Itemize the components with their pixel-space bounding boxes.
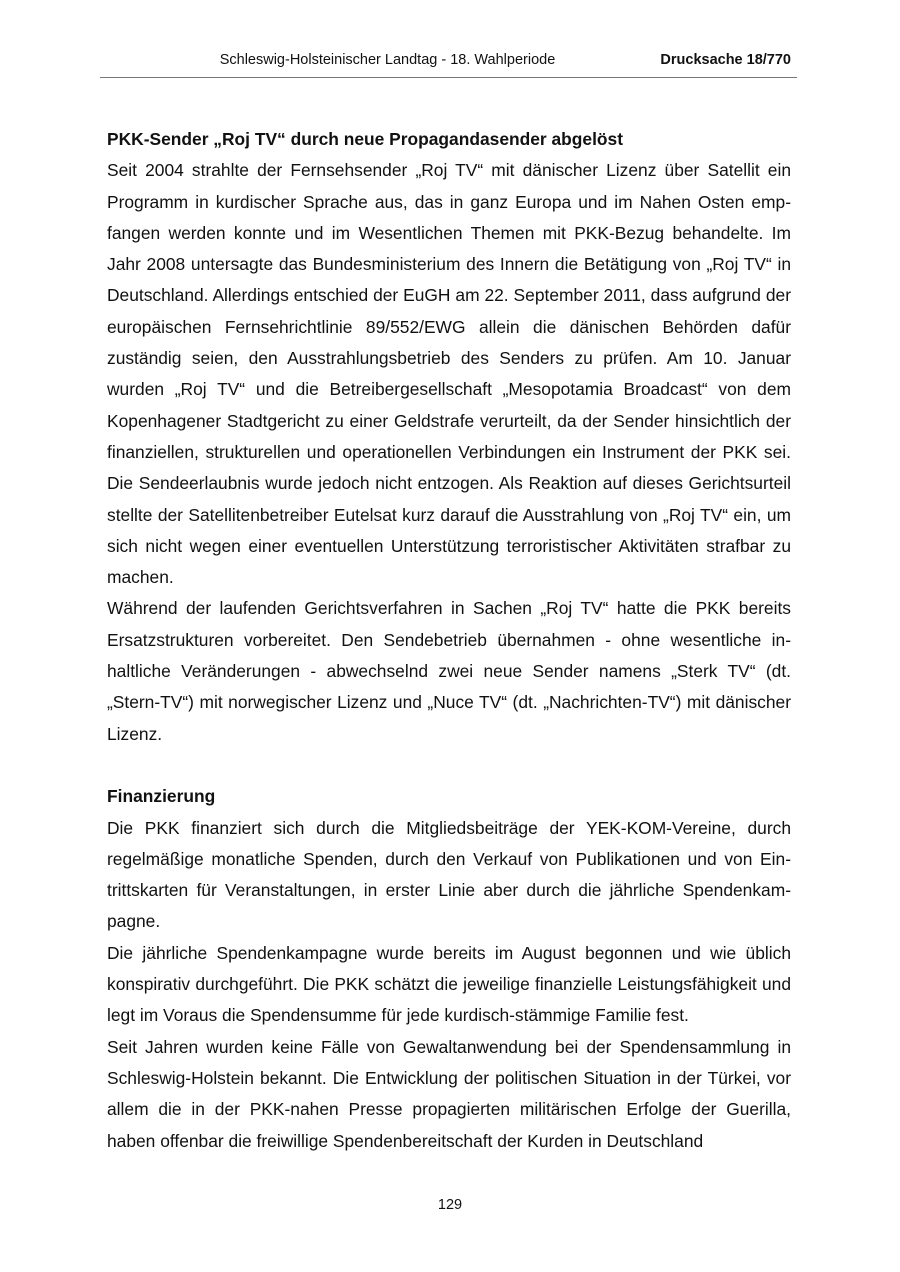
paragraph: Die jährliche Spendenkampagne wurde bereits im August begonnen und wie üblich konspirativ durchgeführt. Die PKK schätzt die jeweilige finanzielle Leistungsfähigkeit und legt im Voraus die Spendensumme für jede kurdisch-stämmige Familie fest. bbox=[107, 942, 791, 1026]
paragraph: Seit 2004 strahlte der Fernsehsender „Roj TV“ mit dänischer Lizenz über Satellit ein Programm in kurdischer Sprache aus, das in ganz Europa und im Nahen Osten empfangen werden konnte und im Wesentlichen Themen mit PKK-Bezug behandelte. Im Jahr 2008 untersagte das Bundesministerium des Innern die Betätigung von „Roj TV“ in Deutschland. Allerdings entschied der EuGH am 22. September 2011, dass aufgrund der europäischen Fernsehrichtlinie 89/552/EWG allein die dänischen Behörden dafür zuständig seien, den Ausstrahlungsbetrieb des Senders zu prüfen. Am 10. Januar wurden „Roj TV“ und die Betreibergesellschaft „Mesopotamia Broadcast“ von dem Kopenhagener Stadtgericht zu einer Geldstrafe verurteilt, da der Sender hinsichtlich der finanziellen, strukturellen und operationellen Verbindungen ein Instrument der PKK sei. Die Sendeerlaubnis wurde jedoch nicht entzogen. Als Reaktion auf dieses Gerichtsurteil stellte der Satellitenbetreiber Eutelsat kurz darauf die Ausstrahlung von „Roj TV“ ein, um sich nicht wegen einer eventuellen Unterstützung terroristischer Aktivitäten strafbar zu machen. bbox=[107, 160, 791, 588]
header-title: Schleswig-Holsteinischer Landtag - 18. Wahlperiode bbox=[219, 52, 556, 68]
section-spacer bbox=[107, 750, 791, 781]
section-roj-tv bbox=[107, 124, 791, 750]
section-heading: PKK-Sender „Roj TV“ durch neue Propagandasender abgelöst bbox=[107, 129, 624, 149]
page-content bbox=[107, 124, 791, 1157]
page-number: 129 bbox=[437, 1197, 463, 1213]
page-header bbox=[100, 50, 797, 78]
document-number: Drucksache 18/770 bbox=[660, 52, 791, 68]
paragraph: Die PKK finanziert sich durch die Mitgliedsbeiträge der YEK-KOM-Vereine, durch regelmäßige monatliche Spenden, durch den Verkauf von Publikationen und von Eintrittskarten für Veranstaltungen, in erster Linie aber durch die jährliche Spendenkampagne. bbox=[107, 817, 791, 932]
paragraph: Seit Jahren wurden keine Fälle von Gewaltanwendung bei der Spendensammlung in Schleswig-Holstein bekannt. Die Entwicklung der politischen Situation in der Türkei, vor allem die in der PKK-nahen Presse propagierten militärischen Erfolge der Guerilla, haben offenbar die freiwillige Spendenbereitschaft der Kurden in Deutschland bbox=[107, 1036, 791, 1151]
section-heading: Finanzierung bbox=[107, 786, 216, 807]
paragraph: Während der laufenden Gerichtsverfahren in Sachen „Roj TV“ hatte die PKK bereits Ersatzstrukturen vorbereitet. Den Sendebetrieb übernahmen - ohne wesentliche inhaltliche Veränderungen - abwechselnd zwei neue Sender namens „Sterk TV“ (dt. „Stern-TV“) mit norwegischer Lizenz und „Nuce TV“ (dt. „Nachrichten-TV“) mit dänischer Lizenz. bbox=[107, 598, 791, 744]
section-finanzierung bbox=[107, 781, 791, 1157]
